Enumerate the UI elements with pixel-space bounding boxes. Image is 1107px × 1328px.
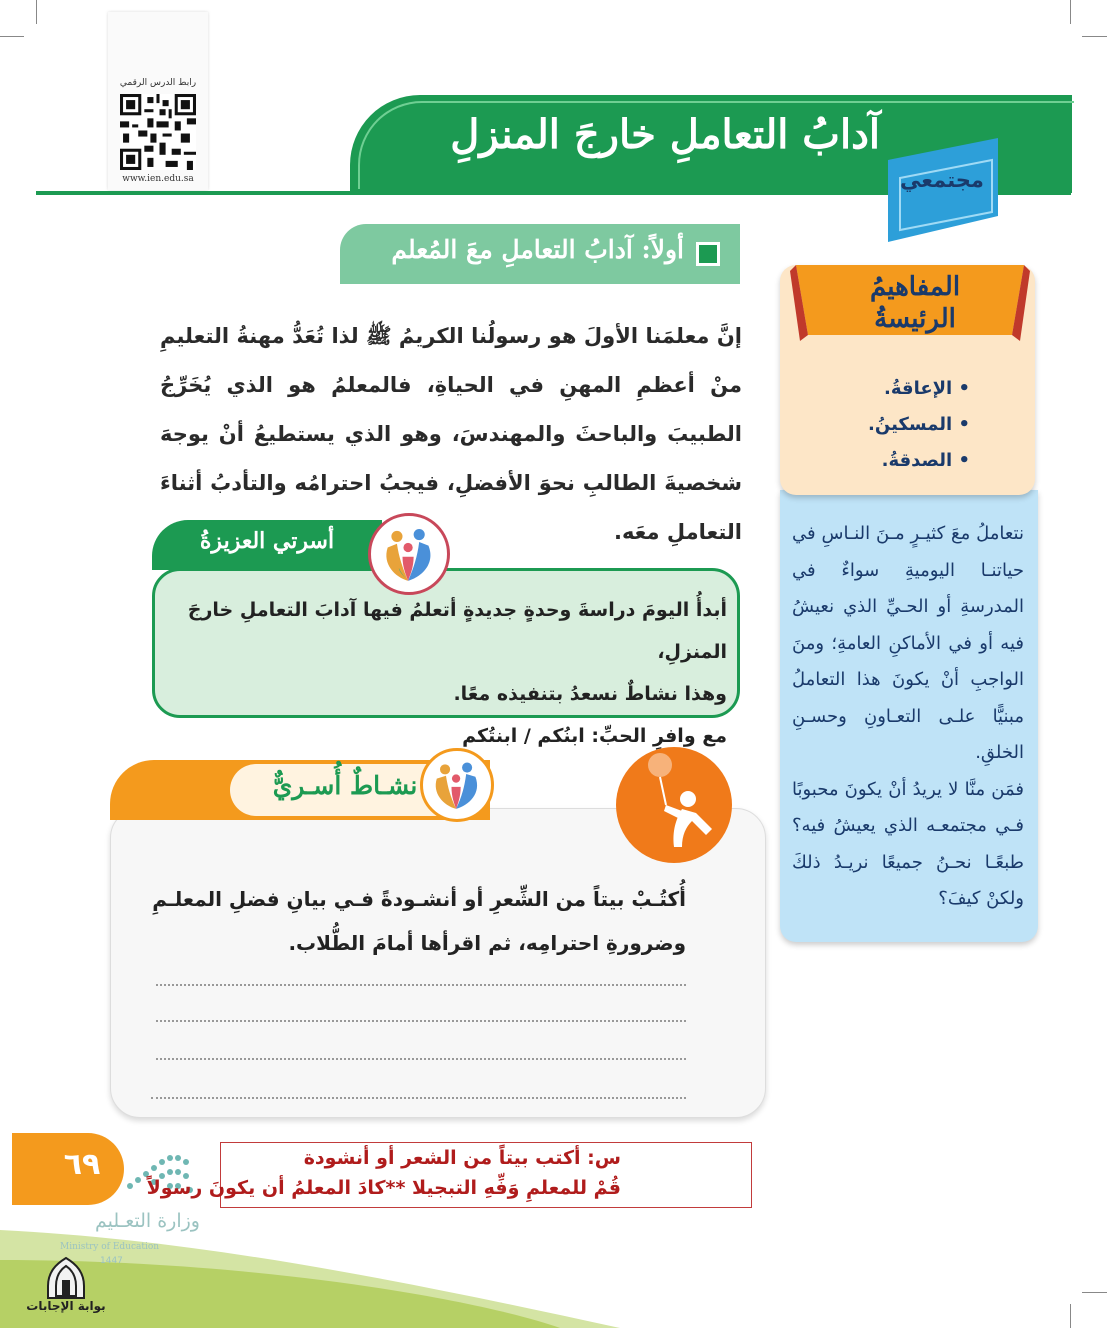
qr-label: رابط الدرس الرقمي — [119, 78, 197, 88]
section-header — [340, 224, 740, 284]
answer-line-1[interactable] — [156, 984, 686, 986]
ministry-name-english: Ministry of Education — [60, 1242, 160, 1252]
intro-paragraph: إنَّ معلمَنا الأولَ هو رسولُنا الكريمُ ﷺ لذا تُعَدُّ مهنةُ التعليمِ منْ أعظمِ المهنِ في الحياةِ، فالمعلمُ هو الذي يُخَرِّجُ الطبيبَ والباحثَ والمهندسَ، وهو الذي يستطيعُ أنْ يوجهَ شخصيةَ الطالبِ نحوَ الأفضلِ، فيجبُ احترامُه والتأدبُ أثناءَ التعاملِ معَه. — [160, 324, 742, 544]
family-note-line: وهذا نشاطٌ نسعدُ بتنفيذه معًا. — [453, 683, 727, 705]
family-icon — [420, 748, 494, 822]
answer-line-2[interactable] — [156, 1020, 686, 1022]
crop-mark — [0, 36, 24, 37]
key-concept-item: • الإعاقةُ. — [884, 378, 970, 399]
square-bullet-icon — [696, 242, 720, 266]
key-concepts-title — [820, 271, 1010, 335]
key-concept-label: الإعاقةُ. — [884, 378, 953, 399]
page-title: آدابُ التعاملِ خارجَ المنزلِ — [450, 111, 880, 158]
ministry-year: 1447 — [100, 1256, 123, 1266]
answer-question: س: أكتب بيتاً من الشعر أو أنشودة — [303, 1147, 621, 1169]
answer-box — [146, 1142, 752, 1208]
page-number: ٦٩ — [63, 1147, 101, 1182]
intro-sidebar-panel — [780, 490, 1038, 942]
key-concept-item: • الصدقةُ. — [881, 450, 970, 471]
key-concepts-box — [780, 265, 1035, 495]
family-note-tab — [152, 520, 382, 570]
qr-card[interactable] — [108, 12, 208, 190]
unit-ribbon-label: مجتمعي — [900, 168, 984, 192]
site-logo-icon — [44, 1256, 88, 1300]
crop-mark — [1070, 0, 1071, 24]
qr-code-icon[interactable] — [120, 94, 196, 170]
key-concept-label: الصدقةُ. — [881, 450, 953, 471]
crop-mark — [1082, 36, 1107, 37]
family-note-signature: مع وافرِ الحبِّ: ابنُكم / ابنتُكم — [462, 725, 727, 747]
site-name: بوابة الإجابات — [26, 1299, 106, 1313]
family-note-text — [175, 589, 727, 757]
balloon-child-icon — [612, 735, 732, 865]
activity-instructions: أُكتُـبْ بيتاً من الشِّعرِ أو أنشـودةً فـي بيانِ فضلِ المعلـمِ وضرورةِ احترامِه، ثم اقرأها أمامَ الطُّلاب. — [152, 887, 686, 955]
key-concept-item: • المسكينُ. — [868, 414, 970, 435]
family-note-box — [152, 568, 740, 747]
intro-sidebar-paragraph: نتعاملُ معَ كثيـرٍ مـنَ النـاسِ في حياتنـا اليوميةِ سواءٌ في المدرسةِ أو الحـيِّ الذي نعيشُ فيه أو في الأماكنِ العامةِ؛ ومنَ الواجبِ أنْ يكونَ هذا التعاملُ مبنيًّا علـى التعـاونِ وحسـنِ الخلقِ. — [792, 523, 1024, 763]
qr-url: www.ien.edu.sa — [122, 174, 194, 184]
crop-mark — [36, 0, 37, 24]
answer-line-4[interactable] — [151, 1097, 686, 1099]
family-note-title: أسرتي العزيزةُ — [199, 528, 335, 554]
intro-sidebar-paragraph: فمَن منَّا لا يريدُ أنْ يكونَ محبوبًا فـي مجتمعـه الذي يعيشُ فيه؟ طبعًـا نحـنُ جميعًا نريـدُ ذلكَ ولكنْ كيفَ؟ — [792, 778, 1024, 909]
key-concept-label: المسكينُ. — [868, 414, 953, 435]
family-note-line: أبدأُ اليومَ دراسةَ وحدةٍ جديدةٍ أتعلمُ فيها آدابَ التعاملِ خارجَ المنزلِ، — [187, 599, 727, 663]
key-concepts-title-line: الرئيسةُ — [874, 304, 956, 334]
section-title: أولاً: آدابُ التعاملِ معَ المُعلم — [391, 235, 684, 264]
family-icon — [368, 513, 450, 595]
ministry-name: وزارة التعـليم — [94, 1210, 200, 1232]
key-concepts-title-line: المفاهيمُ — [869, 272, 961, 302]
activity-title: نشـاطٌ أُسـريٌّ — [272, 771, 418, 800]
answer-response: قُمْ للمعلمِ وَفِّهِ التبجيلا **كادَ المعلمُ أن يكونَ رسولاً — [146, 1177, 621, 1199]
page-number-tab — [12, 1133, 124, 1205]
intro-sidebar-text — [792, 516, 1024, 918]
answer-line-3[interactable] — [156, 1058, 686, 1060]
key-concepts-list — [800, 371, 970, 479]
